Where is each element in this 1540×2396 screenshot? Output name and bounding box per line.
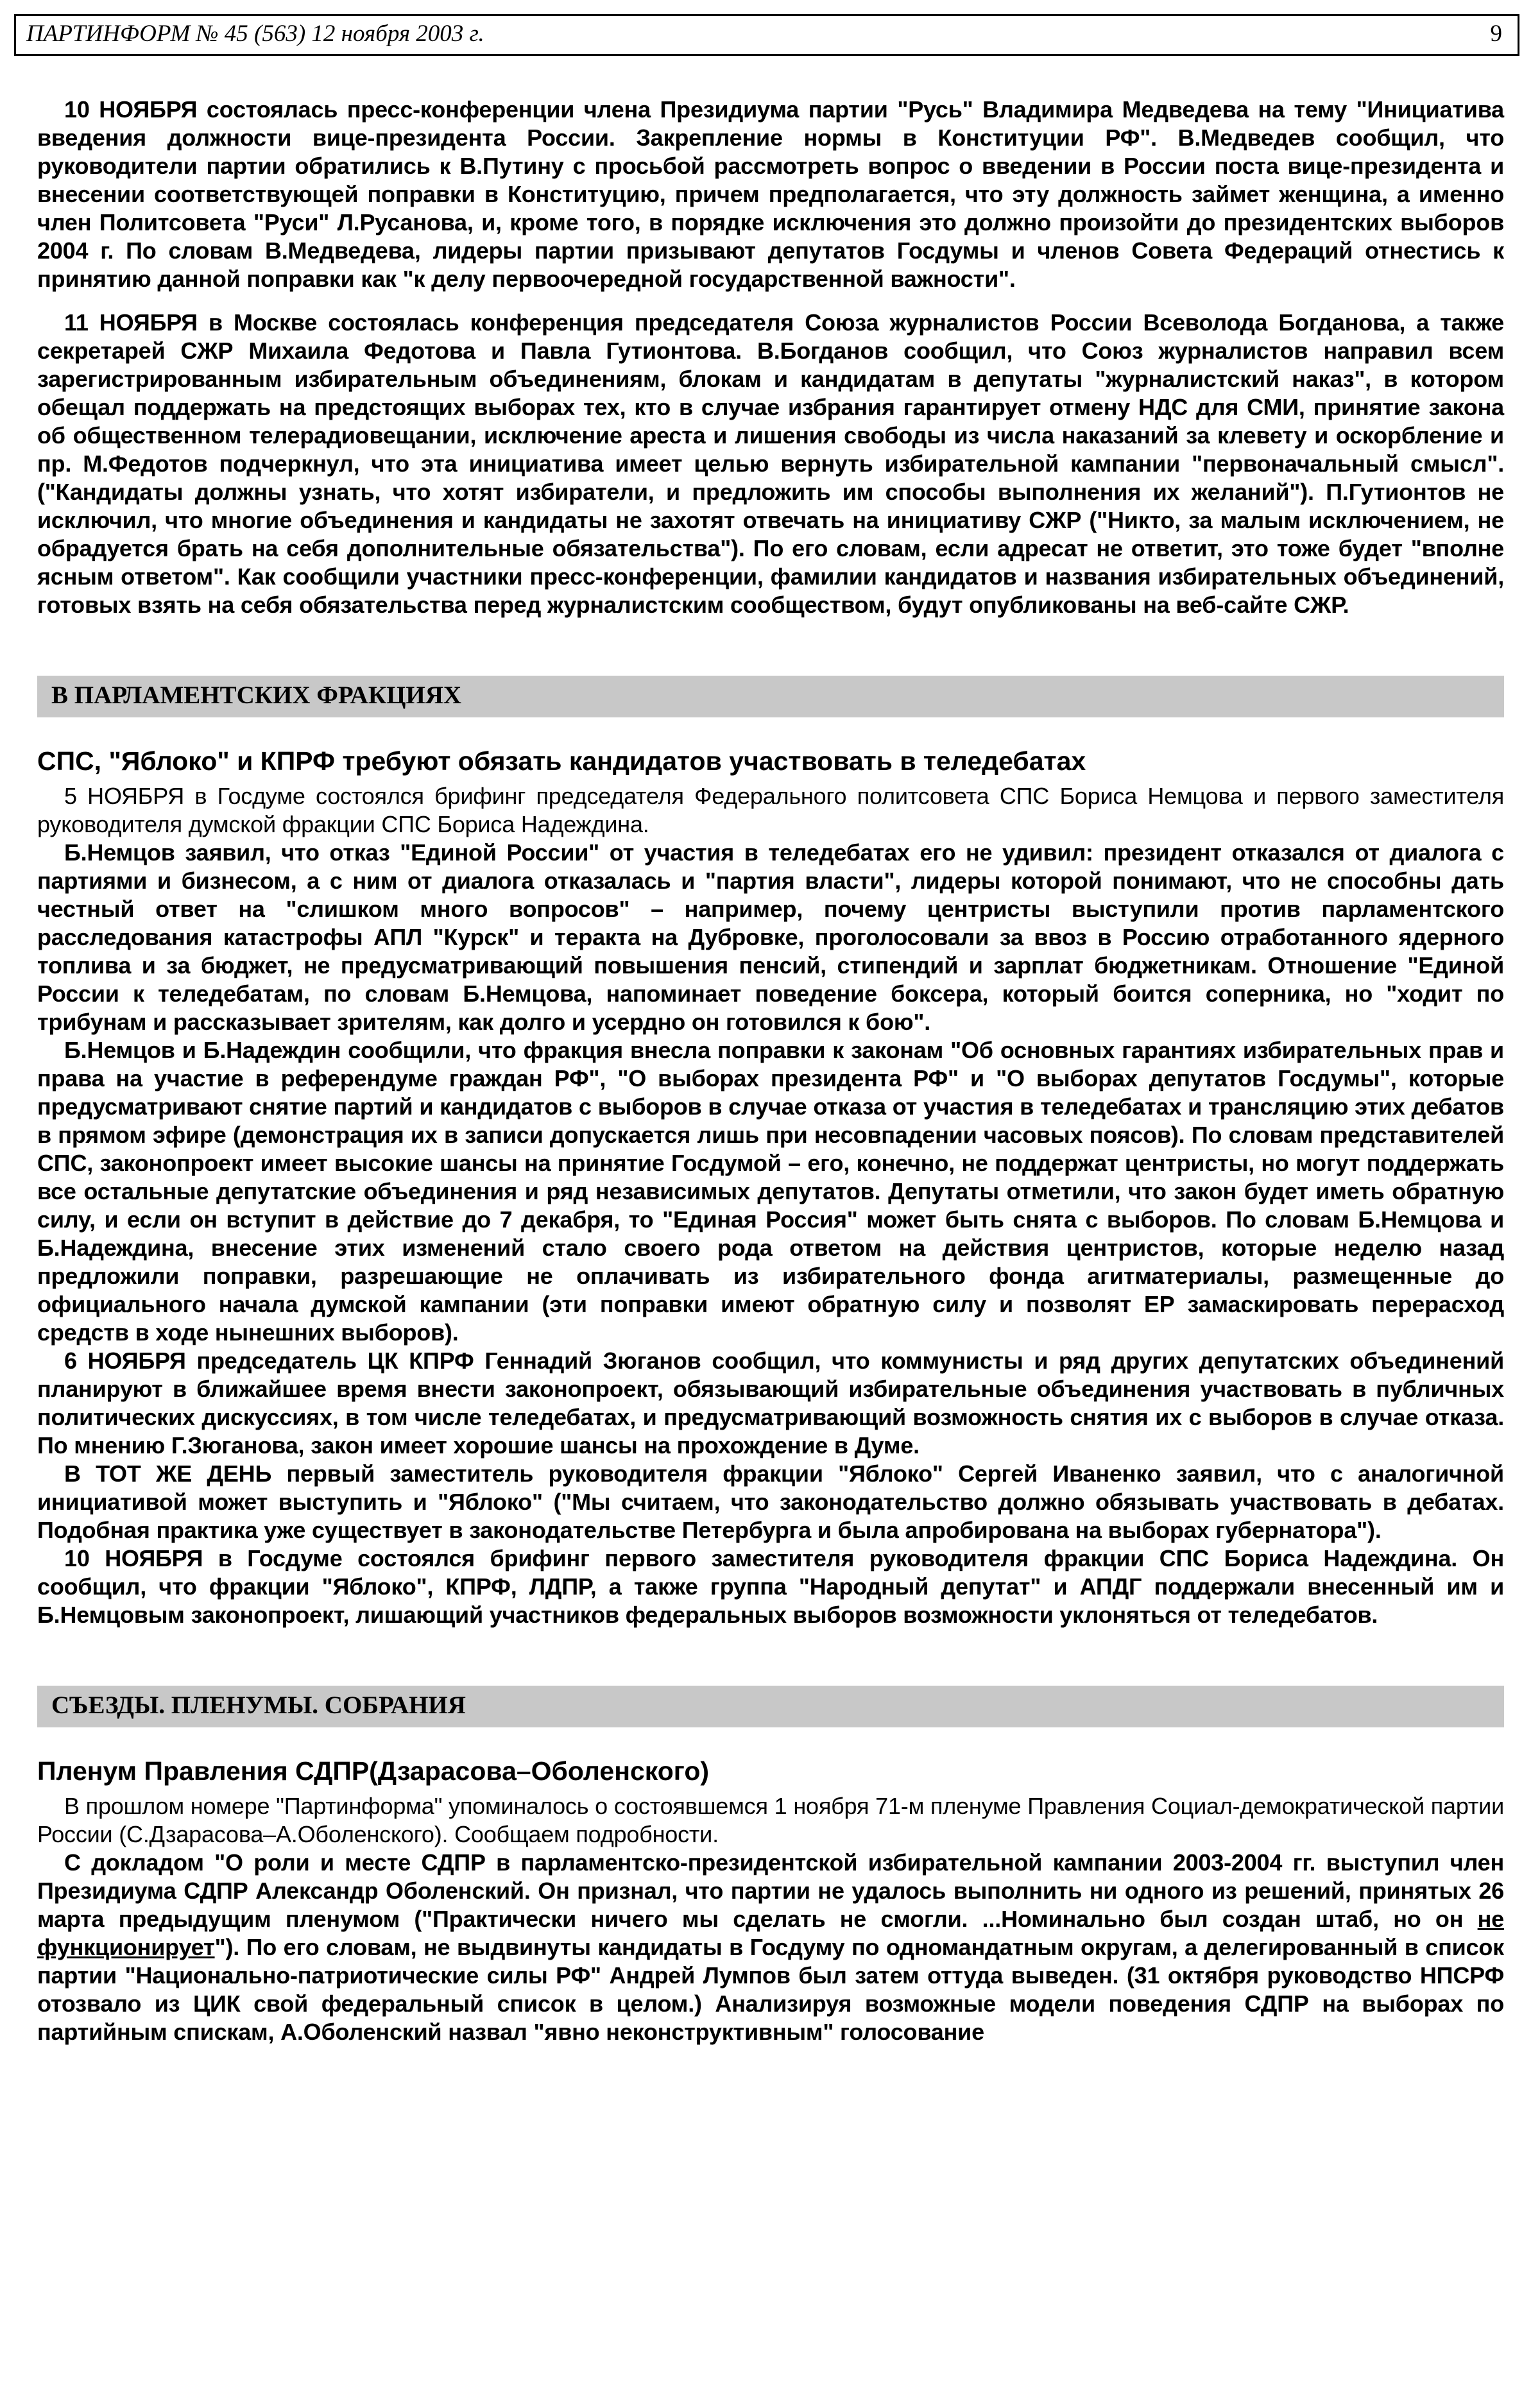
paragraph-election-law-amendments: Б.Немцов и Б.Надеждин сообщили, что фракция внесла поправки к законам "Об основных гарантиях избирательных прав и права на участие в референдуме граждан РФ", "О выборах президента РФ" и "О выборах депутатов Госдумы", которые предусматривают снятие партий и кандидатов с выборов в случае отказа от участия в теледебатах и трансляцию этих дебатов в прямом эфире (демонстрация их в записи допускается лишь при несовпадении часовых поясов). По словам представителей СПС, законопроект имеет высокие шансы на принятие Госдумой – его, конечно, не поддержат центристы, но могут поддержать все остальные депутатские объединения и ряд независимых депутатов. Депутаты отметили, что закон будет иметь обратную силу, и если он вступит в действие до 7 декабря, то "Единая Россия" может быть снята с выборов. По словам Б.Немцова и Б.Надеждина, внесение этих изменений стало своего рода ответом на действия центристов, которые неделю назад предложили поправки, разрешающие не оплачивать из избирательного фонда агитматериалы, размещенные до официального начала думской кампании (эти поправки имеют обратную силу и позволят ЕР замаскировать перерасход средств в ходе нынешних выборов). (37, 1037, 1504, 1346)
newsletter-page (0, 14, 1540, 2046)
news-paragraph-journalists-union: 11 НОЯБРЯ в Москве состоялась конференция председателя Союза журналистов России Всеволода Богданова, а также секретарей СЖР Михаила Федотова и Павла Гутионтова. В.Богданов сообщил, что Союз журналистов направил всем зарегистрированным избирательным объединениям, блокам и кандидатам в депутаты "журналистский наказ", в котором обещал поддержать на предстоящих выборах тех, кто в случае избрания гарантирует отмену НДС для СМИ, принятие закона об общественном телерадиовещании, исключение ареста и лишения свободы из числа наказаний за клевету и оскорбление и пр. М.Федотов подчеркнул, что эта инициатива имеет целью вернуть избирательной кампании "первоначальный смысл". ("Кандидаты должны узнать, что хотят избиратели, и предложить им способы выполнения их желаний"). П.Гутионтов не исключил, что многие объединения и кандидаты не захотят отвечать на инициативу СЖР ("Никто, за малым исключением, не обрадуется брать на себя дополнительные обязательства"). По его словам, если адресат не ответит, это тоже будет "вполне ясным ответом". Как сообщили участники пресс-конференции, фамилии кандидатов и названия избирательных объединений, готовых взять на себя обязательства перед журналистским сообществом, будут опубликованы на веб-сайте СЖР. (37, 309, 1504, 618)
article-title-sdpr-plenum: Пленум Правления СДПР(Дзарасова–Оболенского) (37, 1756, 710, 1786)
paragraph-yabloko-ivanenko: В ТОТ ЖЕ ДЕНЬ первый заместитель руководителя фракции "Яблоко" Сергей Иваненко заявил, что с аналогичной инициативой может выступить и "Яблоко" ("Мы считаем, что законодательство должно обязывать участвовать в дебатах. Подобная практика уже существует в законодательстве Петербурга и была апробирована на выборах губернатора"). (37, 1460, 1504, 1544)
section-bar-title: В ПАРЛАМЕНТСКИХ ФРАКЦИЯХ (51, 681, 462, 709)
report-text-part2: "). По его словам, не выдвинуты кандидаты в Госдуму по одномандатным округам, а делегированный в список партии "Национально-патриотические силы РФ" Андрей Лумпов был затем оттуда выведен. (31 октября руководство НПСРФ отозвало из ЦИК свой федеральный список в целом.) Анализируя возможные модели поведения СДПР на выборах по партийным спискам, А.Оболенский назвал "явно неконструктивным" голосование (37, 1934, 1504, 2046)
report-text-part1: С докладом "О роли и месте СДПР в парламентско-президентской избирательной кампании 2003-2004 гг. выступил член Президиума СДПР Александр Оболенский. Он признал, что партии не удалось выполнить ни одного из решений, принятых 26 марта предыдущим пленумом ("Практически ничего мы сделать не смогли. ...Номинально был создан штаб, но он (37, 1849, 1504, 1933)
page-number: 9 (1490, 21, 1502, 47)
paragraph-sps-briefing-intro: 5 НОЯБРЯ в Госдуме состоялся брифинг председателя Федерального политсовета СПС Бориса Немцова и первого заместителя руководителя думской фракции СПС Бориса Надеждина. (37, 783, 1504, 838)
section-bar-title: СЪЕЗДЫ. ПЛЕНУМЫ. СОБРАНИЯ (51, 1691, 466, 1720)
page-header (14, 14, 1519, 56)
news-paragraph-rus-party: 10 НОЯБРЯ состоялась пресс-конференции члена Президиума партии "Русь" Владимира Медведева на тему "Инициатива введения должности вице-президента России. Закрепление нормы в Конституции РФ". В.Медведев сообщил, что руководители партии обратились к В.Путину с просьбой рассмотреть вопрос о введении в России поста вице-президента и внесении соответствующей поправки в Конституцию, причем предполагается, что эту должность займет женщина, а именно член Политсовета "Руси" Л.Русанова, и, кроме того, в порядке исключения это должно произойти до президентских выборов 2004 г. По словам В.Медведева, лидеры партии призывают депутатов Госдумы и членов Совета Федераций отнестись к принятию данной поправки как "к делу первоочередной государственной важности". (37, 96, 1504, 292)
paragraph-nadezhdin-briefing: 10 НОЯБРЯ в Госдуме состоялся брифинг первого заместителя руководителя фракции СПС Бориса Надеждина. Он сообщил, что фракции "Яблоко", КПРФ, ЛДПР, а также группа "Народный депутат" и АПДГ поддержали внесенный им и Б.Немцовым законопроект, лишающий участников федеральных выборов возможности уклоняться от теледебатов. (37, 1545, 1504, 1629)
paragraph-obolensky-report (37, 1849, 1504, 2046)
newsletter-title: ПАРТИНФОРМ № 45 (563) 12 ноября 2003 г. (26, 21, 484, 47)
article-title-teledebates: СПС, "Яблоко" и КПРФ требуют обязать кандидатов участвовать в теледебатах (37, 746, 1086, 776)
paragraph-sdpr-intro: В прошлом номере "Партинформа" упоминалось о состоявшемся 1 ноября 71-м пленуме Правления Социал-демократической партии России (С.Дзарасова–А.Оболенского). Сообщаем подробности. (37, 1793, 1504, 1848)
section-bar-parliamentary-factions (37, 676, 1504, 717)
section-bar-congresses-plenums (37, 1686, 1504, 1727)
paragraph-zyuganov-statement: 6 НОЯБРЯ председатель ЦК КПРФ Геннадий Зюганов сообщил, что коммунисты и ряд других депутатских объединений планируют в ближайшее время внести законопроект, обязывающий избирательные объединения участвовать в публичных политических дискуссиях, в том числе теледебатах, и предусматривающий возможность снятия их с выборов в случае отказа. По мнению Г.Зюганова, закон имеет хорошие шансы на прохождение в Думе. (37, 1348, 1504, 1459)
page-content (0, 96, 1540, 2046)
report-underlined-phrase: не функционирует (37, 1906, 1504, 1961)
paragraph-nemtsov-statement: Б.Немцов заявил, что отказ "Единой России" от участия в теледебатах его не удивил: президент отказался от диалога с партиями и бизнесом, а с ним от диалога отказалась и "партия власти", лидеры которой понимают, что не способны дать честный ответ на "слишком много вопросов" – например, почему центристы выступили против парламентского расследования катастрофы АПЛ "Курск" и теракта на Дубровке, проголосовали за ввоз в Россию отработанного ядерного топлива и за бюджет, не предусматривающий повышения пенсий, стипендий и зарплат бюджетникам. Отношение "Единой России к теледебатам, по словам Б.Немцова, напоминает поведение боксера, который боится соперника, но "ходит по трибунам и рассказывает зрителям, как долго и усердно он готовился к бою". (37, 839, 1504, 1036)
